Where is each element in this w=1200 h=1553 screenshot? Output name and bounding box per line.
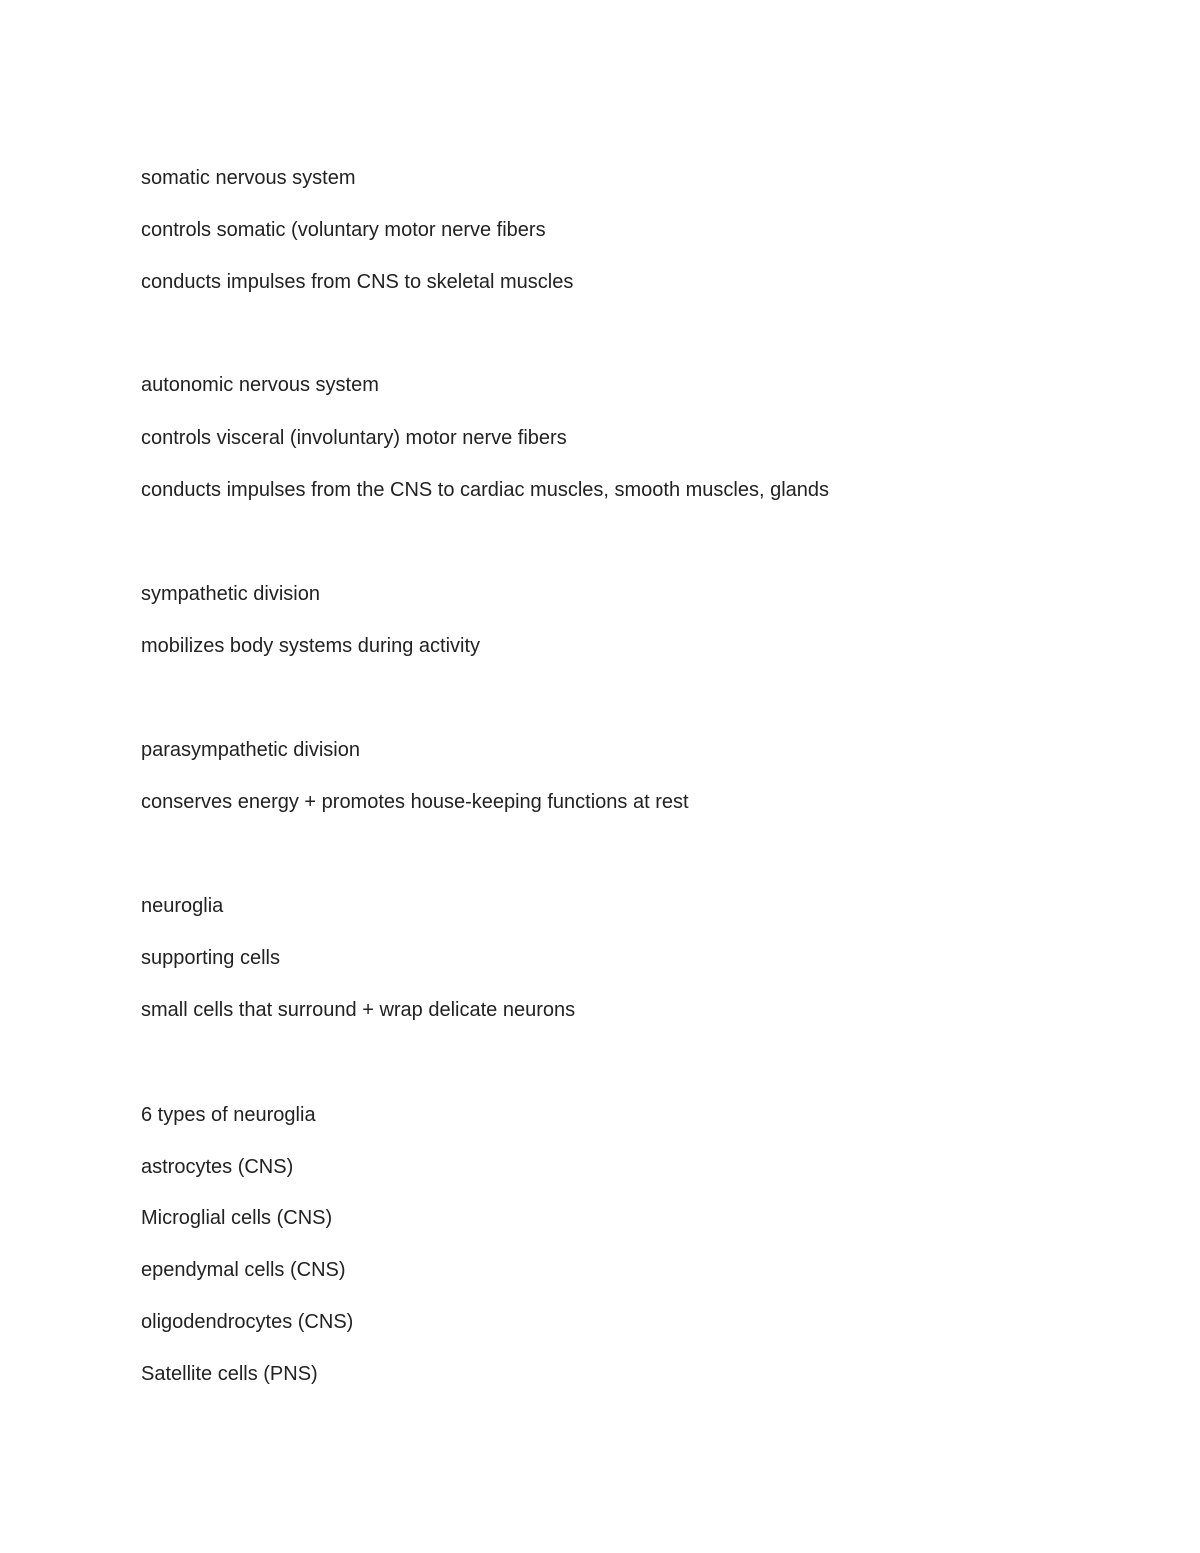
text-line: conducts impulses from CNS to skeletal muscles [141, 271, 574, 293]
text-line: 6 types of neuroglia [141, 1104, 316, 1126]
text-line: parasympathetic division [141, 739, 360, 761]
text-line: conducts impulses from the CNS to cardiac muscles, smooth muscles, glands [141, 479, 830, 501]
text-line: oligodendrocytes (CNS) [141, 1311, 354, 1333]
text-line: neuroglia [141, 895, 224, 917]
text-line: autonomic nervous system [141, 374, 379, 396]
text-line: controls somatic (voluntary motor nerve fibers [141, 219, 546, 241]
text-line: astrocytes (CNS) [141, 1156, 294, 1178]
text-line: somatic nervous system [141, 167, 356, 189]
text-line: Microglial cells (CNS) [141, 1207, 333, 1229]
text-line: ependymal cells (CNS) [141, 1259, 346, 1281]
text-line: conserves energy + promotes house-keeping functions at rest [141, 791, 689, 813]
text-line: mobilizes body systems during activity [141, 635, 481, 657]
text-line: small cells that surround + wrap delicate neurons [141, 999, 576, 1021]
text-line: Satellite cells (PNS) [141, 1363, 318, 1385]
text-line: supporting cells [141, 947, 280, 969]
text-line: controls visceral (involuntary) motor nerve fibers [141, 427, 567, 449]
text-line: sympathetic division [141, 583, 320, 605]
